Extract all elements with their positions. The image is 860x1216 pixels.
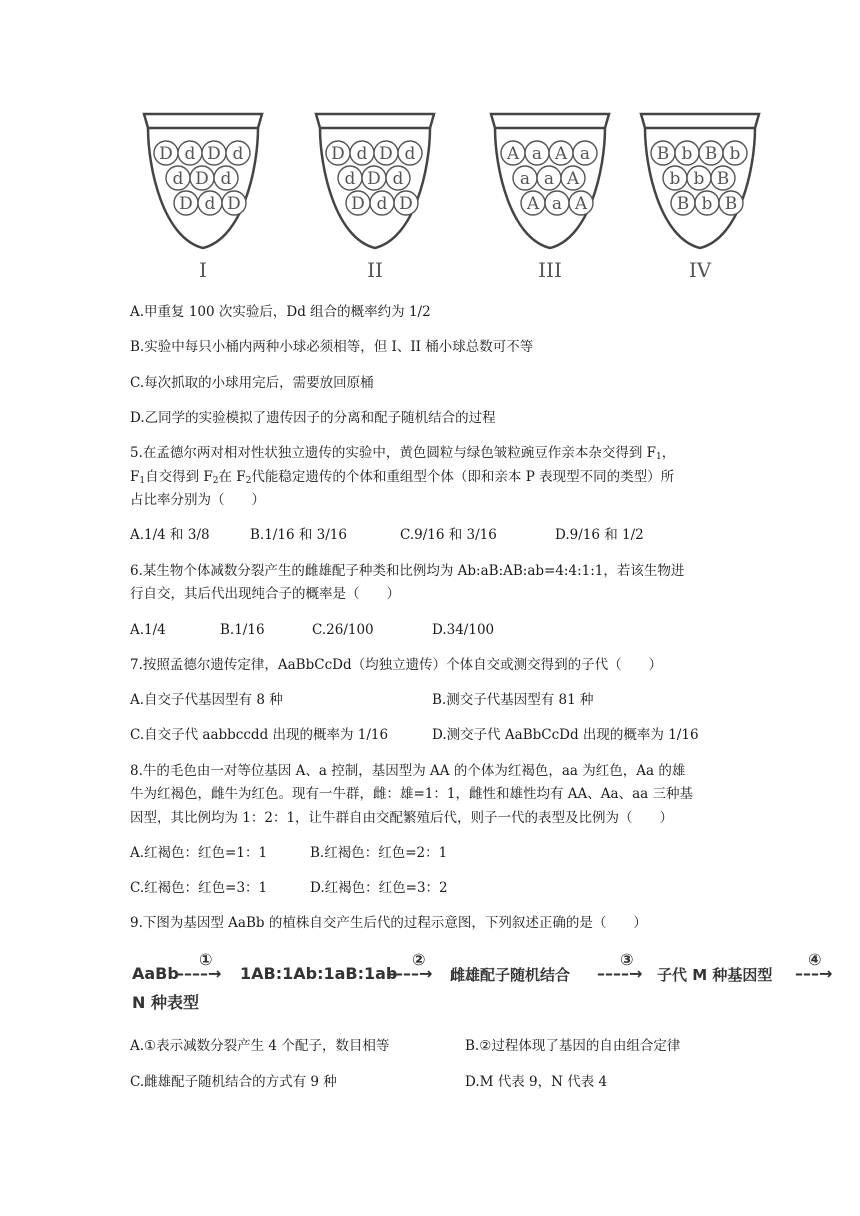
bucket-1-label: I bbox=[199, 258, 207, 282]
bucket-figure bbox=[130, 108, 740, 288]
ball-label: a bbox=[551, 194, 563, 214]
ball-label: B bbox=[676, 194, 690, 214]
q8-option-a: A.红褐色：红色=1：1 bbox=[130, 845, 268, 861]
q5-option-b: B.1/16 和 3/16 bbox=[250, 527, 347, 543]
q7-option-d: D.测交子代 AaBbCcDd 出现的概率为 1/16 bbox=[432, 727, 699, 743]
ball-label: D bbox=[207, 144, 221, 164]
ball-label: b bbox=[701, 194, 713, 214]
q6-stem-line1: 6.某生物个体减数分裂产生的雌雄配子种类和比例均为 Ab:aB:AB:ab=4:4:1:1，若该生物进 bbox=[130, 563, 685, 579]
ball-label: b bbox=[681, 144, 693, 164]
ball-label: D bbox=[351, 194, 365, 214]
flow-circle-1: ① bbox=[199, 950, 213, 969]
q5-option-c: C.9/16 和 3/16 bbox=[400, 527, 497, 543]
bucket-4-drawing bbox=[635, 108, 765, 258]
bucket-rim bbox=[491, 114, 609, 128]
bucket-rim bbox=[144, 114, 262, 128]
flow-step-gametes: 1AB:1Ab:1aB:1ab bbox=[240, 964, 398, 983]
flow-arrow-2: ––––→ bbox=[387, 964, 433, 983]
flow-step-phenotypes: N 种表型 bbox=[132, 993, 199, 1012]
ball-label: A bbox=[506, 144, 520, 164]
flow-step-genotypes: 子代 M 种基因型 bbox=[657, 966, 773, 984]
ball-label: A bbox=[554, 144, 568, 164]
q4-option-a: A.甲重复 100 次实验后，Dd 组合的概率约为 1/2 bbox=[130, 304, 431, 320]
ball-label: a bbox=[579, 144, 591, 164]
bucket-2-drawing bbox=[310, 108, 440, 258]
bucket-1 bbox=[138, 108, 268, 288]
ball-label: B bbox=[656, 144, 670, 164]
q6-option-d: D.34/100 bbox=[432, 622, 495, 638]
q4-option-b: B.实验中每只小桶内两种小球必须相等，但 I、II 桶小球总数可不等 bbox=[130, 339, 534, 355]
q8-option-b: B.红褐色：红色=2：1 bbox=[310, 845, 448, 861]
ball-label: B bbox=[716, 169, 730, 189]
bucket-4 bbox=[635, 108, 765, 288]
flow-arrow-4: –––→ bbox=[795, 964, 833, 983]
ball-label: D bbox=[331, 144, 345, 164]
q6-option-b: B.1/16 bbox=[220, 622, 265, 638]
bucket-rim bbox=[641, 114, 759, 128]
q5-stem-line3: 占比率分别为（ ） bbox=[130, 492, 265, 508]
q9-option-c: C.雌雄配子随机结合的方式有 9 种 bbox=[130, 1074, 337, 1090]
q6-option-a: A.1/4 bbox=[130, 622, 166, 638]
ball-label: d bbox=[404, 144, 416, 164]
ball-label: D bbox=[399, 194, 413, 214]
q4-option-d: D.乙同学的实验模拟了遗传因子的分离和配子随机结合的过程 bbox=[130, 410, 496, 426]
q4-option-c: C.每次抓取的小球用完后，需要放回原桶 bbox=[130, 375, 374, 391]
ball-label: b bbox=[729, 144, 741, 164]
ball-label: a bbox=[531, 144, 543, 164]
flow-arrow-3: ––––→ bbox=[597, 964, 643, 983]
bucket-3-label: III bbox=[538, 258, 562, 282]
bucket-2 bbox=[310, 108, 440, 288]
ball-label: A bbox=[574, 194, 588, 214]
bucket-1-drawing bbox=[138, 108, 268, 258]
ball-label: d bbox=[220, 169, 232, 189]
q5-option-d: D.9/16 和 1/2 bbox=[555, 527, 644, 543]
ball-label: A bbox=[526, 194, 540, 214]
q8-stem-line2: 牛为红褐色，雌牛为红色。现有一牛群，雌：雄=1：1，雌性和雄性均有 AA、Aa、aa 三种基 bbox=[130, 786, 693, 802]
ball-label: d bbox=[172, 169, 184, 189]
q6-option-c: C.26/100 bbox=[312, 622, 374, 638]
q9-option-d: D.M 代表 9，N 代表 4 bbox=[465, 1074, 608, 1090]
flow-step-genotype: AaBb bbox=[132, 964, 179, 983]
ball-label: B bbox=[704, 144, 718, 164]
q8-option-c: C.红褐色：红色=3：1 bbox=[130, 880, 268, 896]
q5-stem-line1: 5.在孟德尔两对相对性状独立遗传的实验中，黄色圆粒与绿色皱粒豌豆作亲本杂交得到 $F_1$， bbox=[130, 445, 676, 462]
ball-label: d bbox=[232, 144, 244, 164]
ball-label: d bbox=[344, 169, 356, 189]
q7-option-c: C.自交子代 aabbccdd 出现的概率为 1/16 bbox=[130, 727, 389, 743]
q9-flow-diagram bbox=[132, 950, 852, 1020]
ball-label: b bbox=[693, 169, 705, 189]
ball-label: D bbox=[379, 144, 393, 164]
q7-stem: 7.按照孟德尔遗传定律，AaBbCcDd（均独立遗传）个体自交或测交得到的子代（ ） bbox=[130, 657, 663, 673]
ball-label: D bbox=[159, 144, 173, 164]
flow-circle-4: ④ bbox=[808, 950, 822, 969]
flow-circle-2: ② bbox=[412, 950, 426, 969]
ball-label: a bbox=[543, 169, 555, 189]
q8-stem-line1: 8.牛的毛色由一对等位基因 A、a 控制，基因型为 AA 的个体为红褐色，aa 为红色，Aa 的雄 bbox=[130, 763, 686, 779]
q7-option-a: A.自交子代基因型有 8 种 bbox=[130, 692, 283, 708]
q9-stem: 9.下图为基因型 AaBb 的植株自交产生后代的过程示意图，下列叙述正确的是（ ） bbox=[130, 915, 647, 931]
bucket-3-drawing bbox=[485, 108, 615, 258]
bucket-4-label: IV bbox=[688, 258, 712, 282]
bucket-2-label: II bbox=[367, 258, 383, 282]
flow-circle-3: ③ bbox=[620, 950, 634, 969]
ball-label: d bbox=[376, 194, 388, 214]
ball-label: d bbox=[184, 144, 196, 164]
flow-arrow-1: ––––→ bbox=[176, 964, 222, 983]
ball-label: b bbox=[669, 169, 681, 189]
q8-option-d: D.红褐色：红色=3：2 bbox=[310, 880, 448, 896]
ball-label: D bbox=[367, 169, 381, 189]
bucket-rim bbox=[316, 114, 434, 128]
ball-label: A bbox=[566, 169, 580, 189]
bucket-3 bbox=[485, 108, 615, 288]
ball-label: B bbox=[724, 194, 738, 214]
ball-label: d bbox=[392, 169, 404, 189]
q5-option-a: A.1/4 和 3/8 bbox=[130, 527, 210, 543]
q6-stem-line2: 行自交，其后代出现纯合子的概率是（ ） bbox=[130, 586, 400, 602]
q9-option-a: A.①表示减数分裂产生 4 个配子，数目相等 bbox=[130, 1038, 390, 1054]
ball-label: D bbox=[179, 194, 193, 214]
ball-label: D bbox=[195, 169, 209, 189]
ball-label: D bbox=[227, 194, 241, 214]
ball-label: a bbox=[519, 169, 531, 189]
q9-option-b: B.②过程体现了基因的自由组合定律 bbox=[465, 1038, 681, 1054]
ball-label: d bbox=[204, 194, 216, 214]
q7-option-b: B.测交子代基因型有 81 种 bbox=[432, 692, 594, 708]
flow-step-fertilization: 雌雄配子随机结合 bbox=[450, 966, 571, 984]
q8-stem-line3: 因型，其比例均为 1：2：1，让牛群自由交配繁殖后代，则子一代的表型及比例为（ ） bbox=[130, 810, 674, 826]
q5-stem-line2: $F_1$自交得到 $F_2$在 $F_2$代能稳定遗传的个体和重组型个体（即和亲本 P 表现型不同的类型）所 bbox=[130, 469, 675, 486]
ball-label: d bbox=[356, 144, 368, 164]
